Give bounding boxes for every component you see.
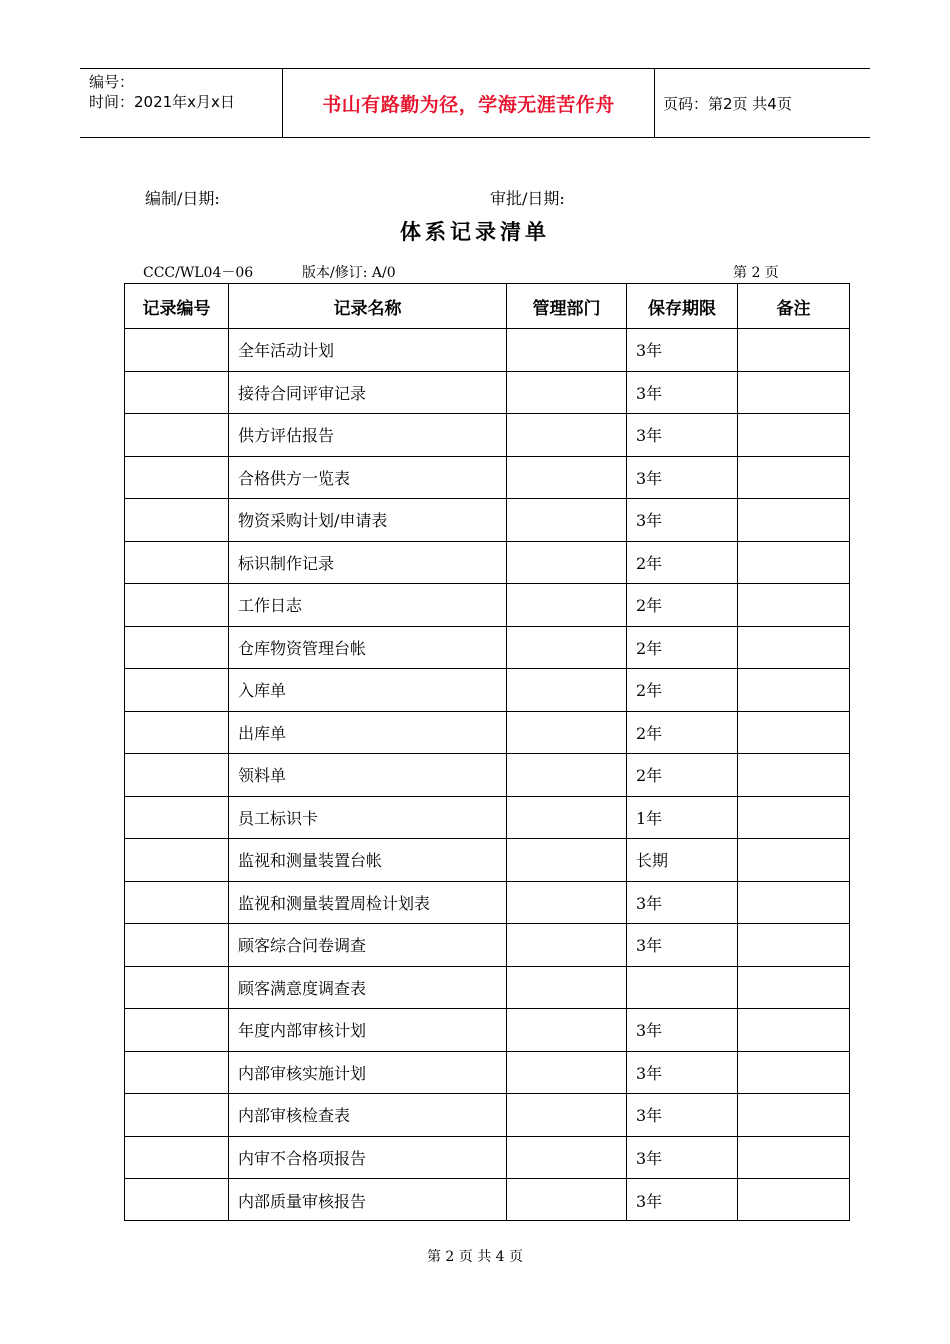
retention-period-cell: 3年 bbox=[636, 893, 663, 913]
department-cell bbox=[515, 329, 626, 371]
record-name-cell: 年度内部审核计划 bbox=[238, 1021, 367, 1041]
page-code: 页码：第2页 共4页 bbox=[663, 94, 792, 113]
retention-period-cell: 3年 bbox=[636, 511, 663, 531]
department-cell bbox=[515, 839, 626, 881]
department-cell bbox=[515, 797, 626, 839]
record-number-cell bbox=[133, 329, 228, 371]
record-name-cell: 全年活动计划 bbox=[238, 341, 335, 361]
remarks-cell bbox=[746, 669, 849, 711]
department-cell bbox=[515, 924, 626, 966]
record-name-cell: 入库单 bbox=[238, 681, 287, 701]
record-number-cell bbox=[133, 924, 228, 966]
table-header-row bbox=[125, 284, 849, 329]
record-name-cell: 内审不合格项报告 bbox=[238, 1148, 367, 1168]
retention-period-cell: 3年 bbox=[636, 1063, 663, 1083]
table-row bbox=[125, 1052, 849, 1095]
retention-period-cell: 2年 bbox=[636, 553, 663, 573]
prepared-by-label: 编制/日期: bbox=[145, 189, 220, 208]
record-name-cell: 内部审核检查表 bbox=[238, 1106, 351, 1126]
table-row bbox=[125, 669, 849, 712]
table-row bbox=[125, 754, 849, 797]
record-number-cell bbox=[133, 882, 228, 924]
record-number-cell bbox=[133, 1137, 228, 1179]
column-header: 备注 bbox=[776, 298, 811, 319]
retention-period-cell: 3年 bbox=[636, 1148, 663, 1168]
time-label: 时间：2021年x月x日 bbox=[89, 93, 235, 111]
remarks-cell bbox=[746, 1009, 849, 1051]
table-row bbox=[125, 839, 849, 882]
remarks-cell bbox=[746, 457, 849, 499]
table-row bbox=[125, 1179, 849, 1222]
record-name-cell: 内部质量审核报告 bbox=[238, 1191, 367, 1211]
record-name-cell: 供方评估报告 bbox=[238, 426, 335, 446]
remarks-cell bbox=[746, 882, 849, 924]
retention-period-cell: 长期 bbox=[636, 851, 669, 871]
table-row bbox=[125, 414, 849, 457]
department-cell bbox=[515, 457, 626, 499]
retention-period-cell: 3年 bbox=[636, 1021, 663, 1041]
department-cell bbox=[515, 499, 626, 541]
record-name-cell: 顾客综合问卷调查 bbox=[238, 936, 367, 956]
table-row bbox=[125, 457, 849, 500]
remarks-cell bbox=[746, 754, 849, 796]
record-number-cell bbox=[133, 457, 228, 499]
retention-period-cell: 3年 bbox=[636, 936, 663, 956]
retention-period-cell: 3年 bbox=[636, 1106, 663, 1126]
table-page-label: 第 2 页 bbox=[733, 265, 779, 281]
number-label: 编号： bbox=[89, 73, 135, 91]
table-row bbox=[125, 1009, 849, 1052]
record-name-cell: 工作日志 bbox=[238, 596, 303, 616]
remarks-cell bbox=[746, 627, 849, 669]
remarks-cell bbox=[746, 372, 849, 414]
remarks-cell bbox=[746, 499, 849, 541]
department-cell bbox=[515, 967, 626, 1009]
remarks-cell bbox=[746, 329, 849, 371]
header-page-cell bbox=[655, 69, 870, 137]
record-number-cell bbox=[133, 499, 228, 541]
remarks-cell bbox=[746, 1137, 849, 1179]
table-row bbox=[125, 712, 849, 755]
retention-period-cell bbox=[636, 967, 737, 1009]
table-row bbox=[125, 329, 849, 372]
document-title: 体系记录清单 bbox=[400, 219, 550, 244]
record-number-cell bbox=[133, 1179, 228, 1222]
department-cell bbox=[515, 754, 626, 796]
remarks-cell bbox=[746, 839, 849, 881]
remarks-cell bbox=[746, 924, 849, 966]
department-cell bbox=[515, 414, 626, 456]
department-cell bbox=[515, 627, 626, 669]
record-number-cell bbox=[133, 669, 228, 711]
record-number-cell bbox=[133, 967, 228, 1009]
table-row bbox=[125, 967, 849, 1010]
retention-period-cell: 2年 bbox=[636, 681, 663, 701]
retention-period-cell: 3年 bbox=[636, 383, 663, 403]
record-name-cell: 监视和测量装置台帐 bbox=[238, 851, 383, 871]
document-number: CCC/WL04－06 bbox=[143, 265, 254, 281]
table-row bbox=[125, 372, 849, 415]
retention-period-cell: 3年 bbox=[636, 426, 663, 446]
table-row bbox=[125, 627, 849, 670]
table-row bbox=[125, 1094, 849, 1137]
department-cell bbox=[515, 882, 626, 924]
remarks-cell bbox=[746, 584, 849, 626]
remarks-cell bbox=[746, 1094, 849, 1136]
department-cell bbox=[515, 584, 626, 626]
record-number-cell bbox=[133, 712, 228, 754]
department-cell bbox=[515, 542, 626, 584]
record-name-cell: 员工标识卡 bbox=[238, 808, 319, 828]
version-label: 版本/修订: A/0 bbox=[302, 265, 396, 281]
record-number-cell bbox=[133, 584, 228, 626]
department-cell bbox=[515, 712, 626, 754]
table-row bbox=[125, 797, 849, 840]
remarks-cell bbox=[746, 712, 849, 754]
table-row bbox=[125, 584, 849, 627]
remarks-cell bbox=[746, 797, 849, 839]
retention-period-cell: 2年 bbox=[636, 723, 663, 743]
retention-period-cell: 2年 bbox=[636, 596, 663, 616]
record-name-cell: 监视和测量装置周检计划表 bbox=[238, 893, 431, 913]
table-row bbox=[125, 882, 849, 925]
remarks-cell bbox=[746, 414, 849, 456]
department-cell bbox=[515, 1094, 626, 1136]
remarks-cell bbox=[746, 967, 849, 1009]
column-header: 保存期限 bbox=[648, 298, 716, 319]
record-name-cell: 出库单 bbox=[238, 723, 287, 743]
record-name-cell: 接待合同评审记录 bbox=[238, 383, 367, 403]
record-name-cell: 合格供方一览表 bbox=[238, 468, 351, 488]
page-footer: 第 2 页 共 4 页 bbox=[426, 1249, 524, 1265]
header-motto-cell bbox=[283, 69, 655, 137]
approved-by-label: 审批/日期: bbox=[490, 189, 565, 208]
retention-period-cell: 3年 bbox=[636, 1191, 663, 1211]
record-number-cell bbox=[133, 372, 228, 414]
record-number-cell bbox=[133, 754, 228, 796]
remarks-cell bbox=[746, 1052, 849, 1094]
department-cell bbox=[515, 1179, 626, 1222]
retention-period-cell: 2年 bbox=[636, 638, 663, 658]
record-name-cell: 顾客满意度调查表 bbox=[238, 978, 367, 998]
record-name-cell: 仓库物资管理台帐 bbox=[238, 638, 367, 658]
department-cell bbox=[515, 1137, 626, 1179]
record-number-cell bbox=[133, 839, 228, 881]
retention-period-cell: 3年 bbox=[636, 341, 663, 361]
table-row bbox=[125, 499, 849, 542]
remarks-cell bbox=[746, 542, 849, 584]
record-number-cell bbox=[133, 627, 228, 669]
records-table bbox=[124, 283, 850, 1221]
column-header: 管理部门 bbox=[532, 298, 601, 319]
record-number-cell bbox=[133, 414, 228, 456]
department-cell bbox=[515, 1009, 626, 1051]
page-header bbox=[80, 68, 870, 138]
table-row bbox=[125, 924, 849, 967]
department-cell bbox=[515, 372, 626, 414]
record-number-cell bbox=[133, 1094, 228, 1136]
motto-text: 书山有路勤为径，学海无涯苦作舟 bbox=[322, 93, 615, 116]
record-number-cell bbox=[133, 542, 228, 584]
department-cell bbox=[515, 669, 626, 711]
column-header: 记录编号 bbox=[142, 298, 211, 319]
remarks-cell bbox=[746, 1179, 849, 1222]
header-info-cell bbox=[80, 69, 283, 137]
retention-period-cell: 3年 bbox=[636, 468, 663, 488]
record-number-cell bbox=[133, 1009, 228, 1051]
department-cell bbox=[515, 1052, 626, 1094]
record-name-cell: 领料单 bbox=[238, 766, 287, 786]
record-name-cell: 物资采购计划/申请表 bbox=[238, 511, 388, 531]
record-name-cell: 标识制作记录 bbox=[238, 553, 335, 573]
record-number-cell bbox=[133, 797, 228, 839]
table-row bbox=[125, 542, 849, 585]
record-name-cell: 内部审核实施计划 bbox=[238, 1063, 367, 1083]
column-header: 记录名称 bbox=[333, 298, 402, 319]
retention-period-cell: 2年 bbox=[636, 766, 663, 786]
retention-period-cell: 1年 bbox=[636, 808, 663, 828]
record-number-cell bbox=[133, 1052, 228, 1094]
table-row bbox=[125, 1137, 849, 1180]
